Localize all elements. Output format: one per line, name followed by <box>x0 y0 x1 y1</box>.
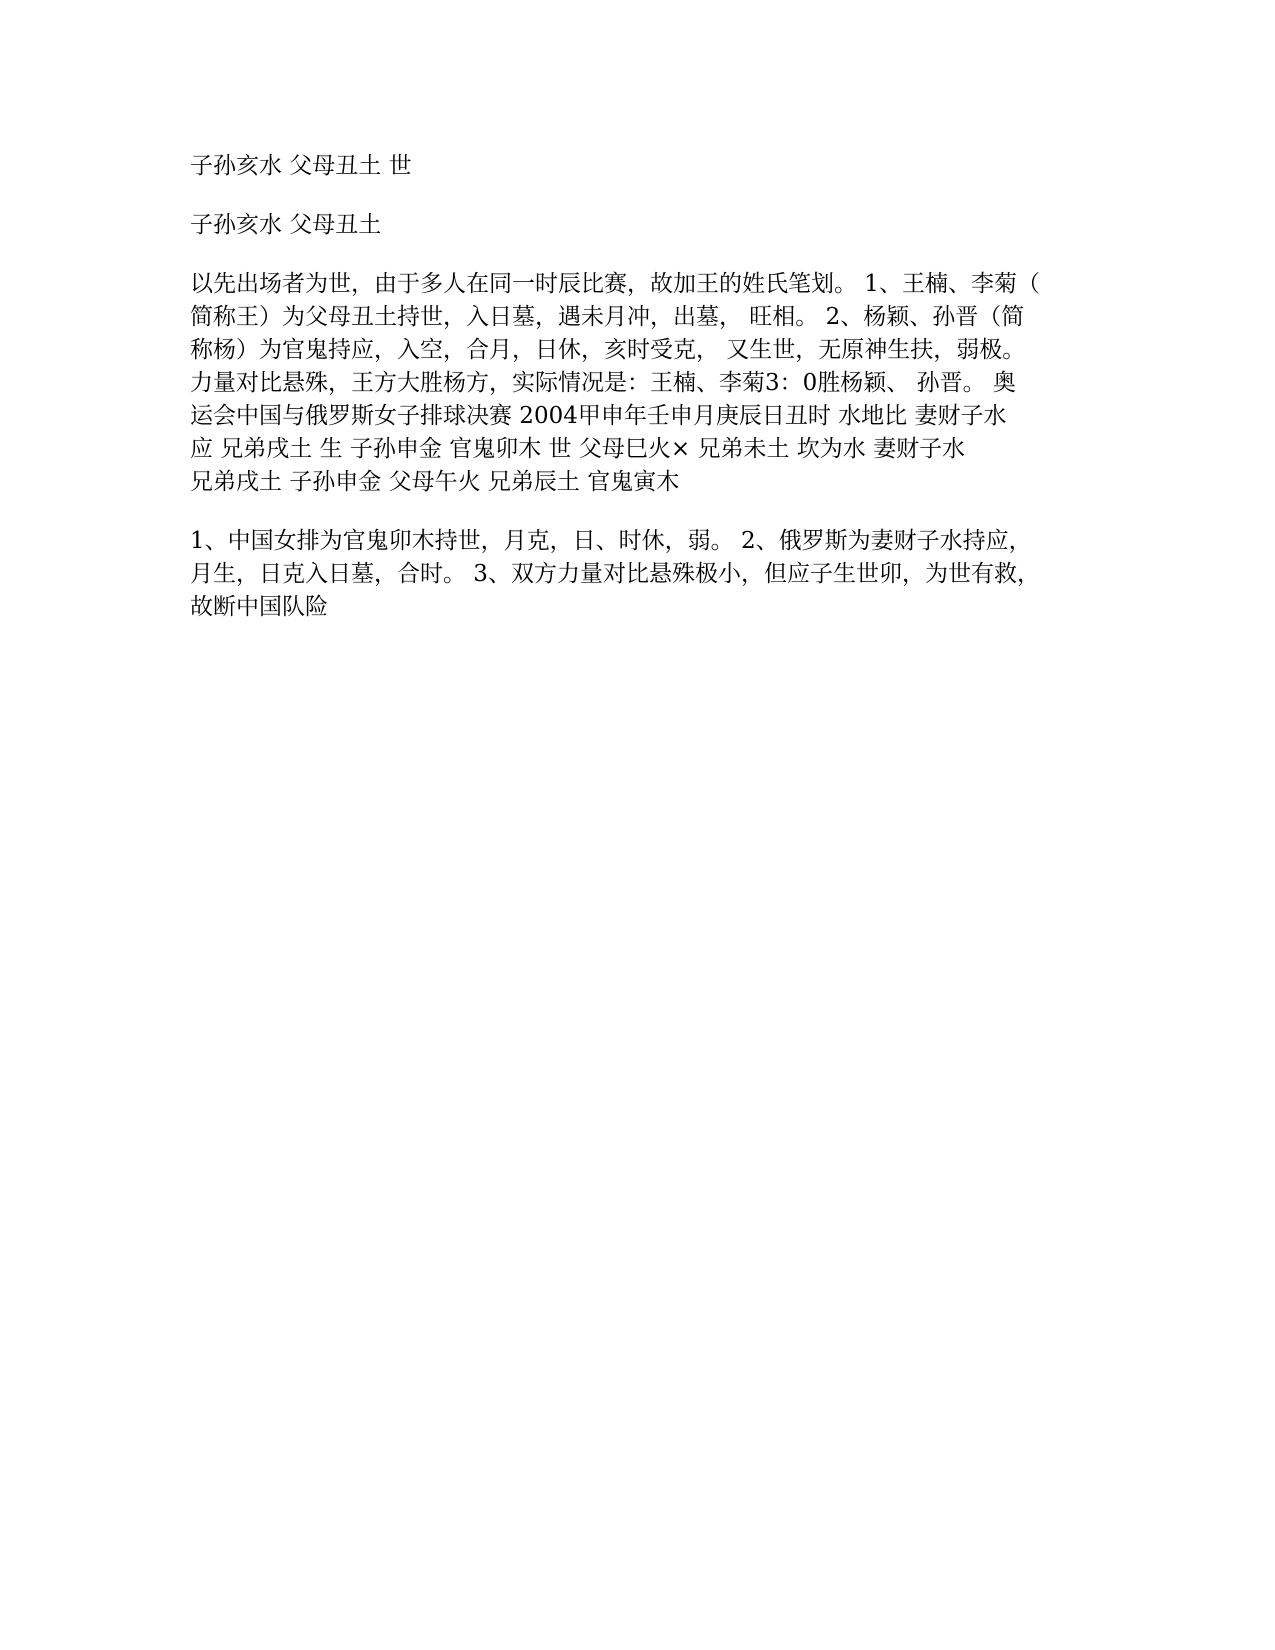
paragraph-2 <box>190 209 1110 242</box>
text-line: 运会中国与俄罗斯女子排球决赛 2004甲申年壬申月庚辰日丑时 水地比 妻财子水 <box>190 403 1007 429</box>
paragraph-1 <box>190 150 1110 183</box>
text-line: 兄弟戌土 子孙申金 父母午火 兄弟辰土 官鬼寅木 <box>190 469 680 495</box>
text-line: 月生，日克入日墓，合时。 3、双方力量对比悬殊极小，但应子生世卯，为世有救， <box>190 561 1040 587</box>
text-line: 以先出场者为世，由于多人在同一时辰比赛，故加王的姓氏笔划。 1、王楠、李菊（ <box>190 271 1040 297</box>
document-body <box>190 150 1110 650</box>
text-line: 应 兄弟戌土 生 子孙申金 官鬼卯木 世 父母巳火× 兄弟未土 坎为水 妻财子水 <box>190 436 966 462</box>
text-line: 故断中国队险 <box>190 594 328 620</box>
text-line: 简称王）为父母丑土持世，入日墓，遇未月冲，出墓， 旺相。 2、杨颖、孙晋（简 <box>190 304 1025 330</box>
text-line: 子孙亥水 父母丑土 <box>190 212 382 238</box>
text-line: 1、中国女排为官鬼卯木持世，月克，日、时休，弱。 2、俄罗斯为妻财子水持应， <box>190 528 1032 554</box>
text-line: 称杨）为官鬼持应，入空，合月，日休，亥时受克， 又生世，无原神生扶，弱极。 <box>190 337 1026 363</box>
text-line: 力量对比悬殊，王方大胜杨方，实际情况是：王楠、李菊3：0胜杨颖、 孙晋。 奥 <box>190 370 1016 396</box>
text-line: 子孙亥水 父母丑土 世 <box>190 153 412 179</box>
paragraph-4 <box>190 525 1110 624</box>
paragraph-3 <box>190 268 1110 499</box>
